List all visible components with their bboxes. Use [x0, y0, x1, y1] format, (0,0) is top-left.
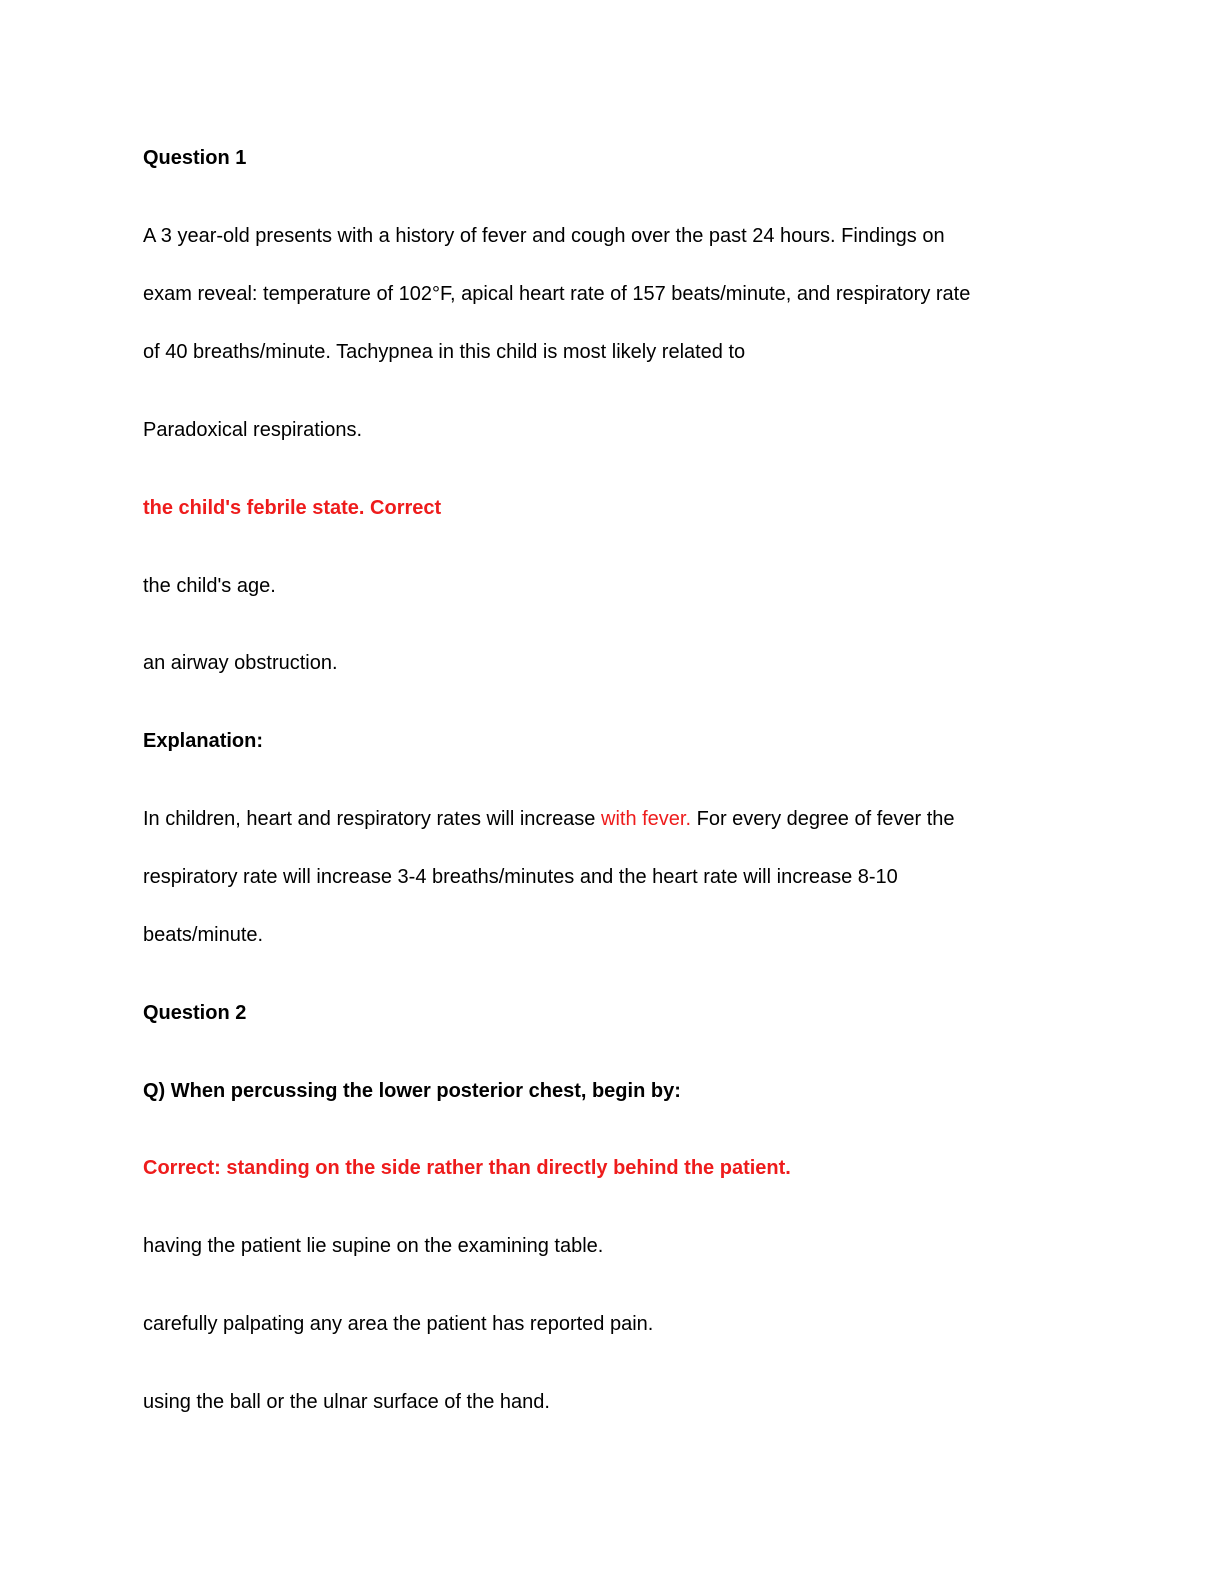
question-1-option-d: an airway obstruction. [143, 652, 338, 674]
explanation-line-1-start: In children, heart and respiratory rates will increase [143, 808, 601, 830]
question-1-heading: Question 1 [143, 147, 247, 169]
document-page [143, 0, 1073, 1584]
question-2-option-a-correct: Correct: standing on the side rather than directly behind the patient. [143, 1157, 791, 1179]
explanation-highlight: with fever. [601, 808, 692, 830]
question-1-option-b-correct: the child's febrile state. Correct [143, 497, 442, 519]
question-2-stem: Q) When percussing the lower posterior chest, begin by: [143, 1080, 681, 1102]
question-2-option-c: carefully palpating any area the patient has reported pain. [143, 1313, 654, 1335]
explanation-heading: Explanation: [143, 730, 264, 752]
question-1-stem-line-2: exam reveal: temperature of 102°F, apical heart rate of 157 beats/minute, and respiratory rate [143, 283, 971, 305]
question-1-option-c: the child's age. [143, 575, 276, 597]
question-1-stem-line-3: of 40 breaths/minute. Tachypnea in this child is most likely related to [143, 341, 746, 363]
question-1-option-a: Paradoxical respirations. [143, 419, 362, 441]
question-2-option-b: having the patient lie supine on the examining table. [143, 1235, 604, 1257]
explanation-line-1 [143, 807, 955, 831]
explanation-line-2: respiratory rate will increase 3-4 breaths/minutes and the heart rate will increase 8-10 [143, 866, 898, 888]
explanation-line-1-end: For every degree of fever the [691, 808, 955, 830]
explanation-line-3: beats/minute. [143, 924, 264, 946]
question-1-stem-line-1: A 3 year-old presents with a history of fever and cough over the past 24 hours. Findings on [143, 225, 945, 247]
question-2-heading: Question 2 [143, 1002, 247, 1024]
question-2-option-d: using the ball or the ulnar surface of the hand. [143, 1391, 550, 1413]
